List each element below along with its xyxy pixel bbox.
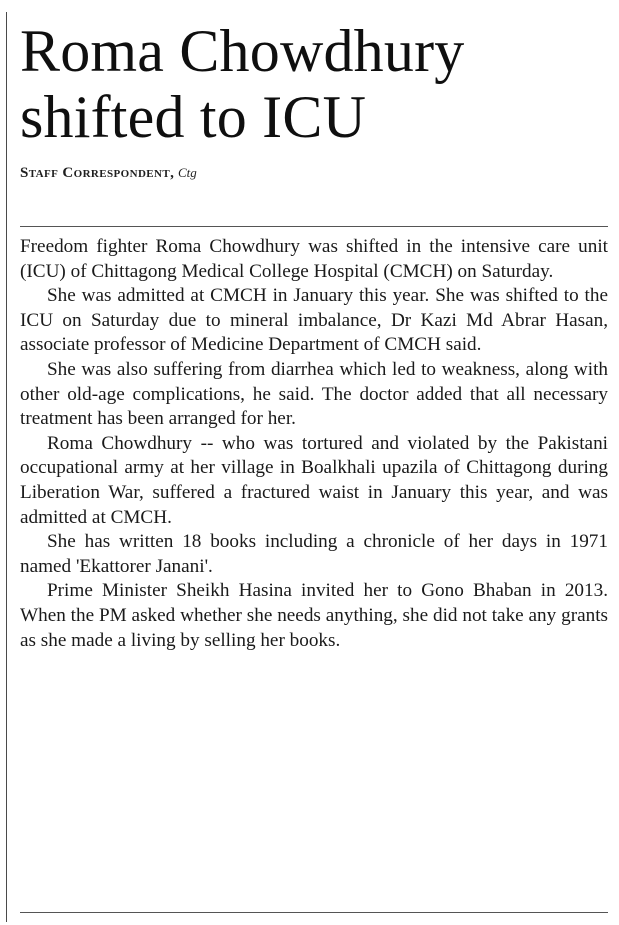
article-paragraph: Freedom fighter Roma Chowdhury was shifted in the intensive care unit (ICU) of Chittagong Medical College Hospital (CMCH) on Saturday. [20,236,608,282]
column-left-rule [6,12,7,922]
bottom-divider [20,912,608,913]
article-byline [20,164,608,182]
article-paragraph: She was also suffering from diarrhea which led to weakness, along with other old-age complications, he said. The doctor added that all necessary treatment has been arranged for her. [20,358,608,430]
article-headline [20,18,608,150]
article-paragraph: Roma Chowdhury -- who was tortured and violated by the Pakistani occupational army at her village in Boalkhali upazila of Chittagong during Liberation War, suffered a fractured waist in January this year, and was admitted at CMCH. [20,432,608,528]
headline-line-1: Roma Chowdhury [20,18,465,84]
byline-name: Staff Correspondent, [20,165,175,181]
article-body [20,235,608,653]
news-article [20,18,608,182]
article-paragraph: She was admitted at CMCH in January this year. She was shifted to the ICU on Saturday due to mineral imbalance, Dr Kazi Md Abrar Hasan, associate professor of Medicine Department of CMCH said. [20,285,608,356]
article-paragraph: She has written 18 books including a chronicle of her days in 1971 named 'Ekattorer Janani'. [20,531,608,577]
article-paragraph: Prime Minister Sheikh Hasina invited her to Gono Bhaban in 2013. When the PM asked whether she needs anything, she did not take any grants as she made a living by selling her books. [20,580,608,651]
byline-location: Ctg [178,165,197,180]
byline-divider [20,226,608,227]
headline-line-2: shifted to ICU [20,84,367,150]
